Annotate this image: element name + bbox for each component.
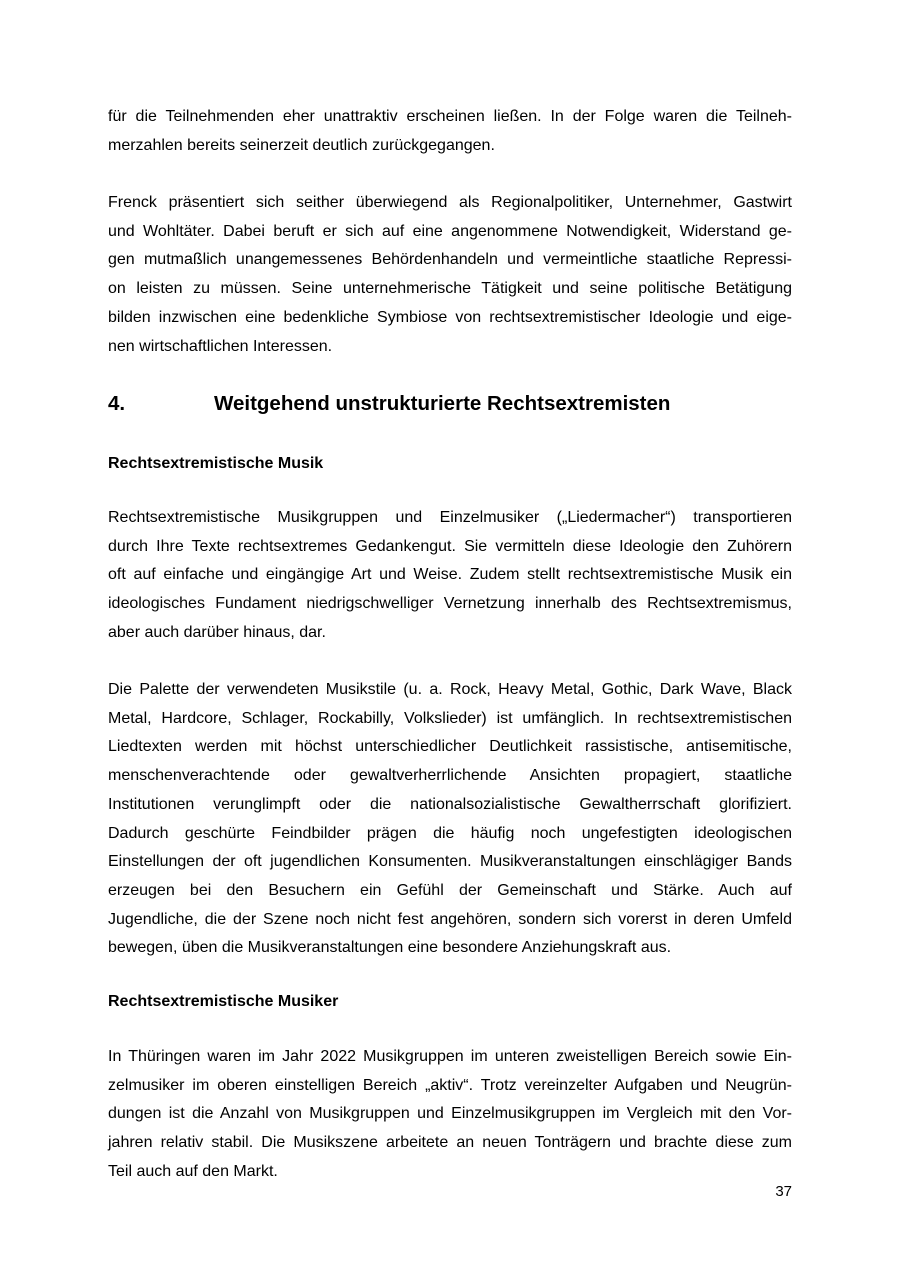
text-line: und Wohltäter. Dabei beruft er sich auf eine angenommene Notwendigkeit, Widerstand ge- [108,222,792,240]
subheading-musicians: Rechtsextremistische Musiker [108,993,339,1010]
text-line: merzahlen bereits seinerzeit deutlich zurückgegangen. [108,136,495,154]
section-title: Weitgehend unstrukturierte Rechtsextremisten [214,392,671,415]
text-line: In Thüringen waren im Jahr 2022 Musikgruppen im unteren zweistelligen Bereich sowie Ein- [108,1048,792,1065]
text-line: Teil auch auf den Markt. [108,1162,278,1180]
text-line: jahren relativ stabil. Die Musikszene arbeitete an neuen Tonträgern und brachte diese zum [108,1134,792,1152]
paragraph-thuringia-musicians [108,1043,792,1187]
text-line: Liedtexten werden mit höchst unterschiedlicher Deutlichkeit rassistische, antisemitische, [108,738,792,756]
text-line: aber auch darüber hinaus, dar. [108,623,326,641]
text-line: Metal, Hardcore, Schlager, Rockabilly, Volkslieder) ist umfänglich. In rechtsextremistischen [108,709,792,727]
text-line: Einstellungen der oft jugendlichen Konsumenten. Musikveranstaltungen einschlägiger Bands [108,853,792,871]
paragraph-frenck [108,189,792,361]
text-line: durch Ihre Texte rechtsextremes Gedankengut. Sie vermitteln diese Ideologie den Zuhörern [108,537,792,555]
text-line: für die Teilnehmenden eher unattraktiv erscheinen ließen. In der Folge waren die Teilneh- [108,108,792,125]
text-line: dungen ist die Anzahl von Musikgruppen und Einzelmusikgruppen im Vergleich mit den Vor- [108,1105,792,1123]
section-number: 4. [108,392,126,415]
text-line: bilden inzwischen eine bedenkliche Symbiose von rechtsextremistischer Ideologie und eige- [108,308,792,326]
text-line: Institutionen verunglimpft oder die nationalsozialistische Gewaltherrschaft glorifiziert. [108,795,792,813]
text-line: ideologisches Fundament niedrigschwelliger Vernetzung innerhalb des Rechtsextremismus, [108,595,792,613]
text-line: Frenck präsentiert sich seither überwiegend als Regionalpolitiker, Unternehmer, Gastwirt [108,194,792,211]
section-heading [108,390,792,418]
text-line: on leisten zu müssen. Seine unternehmerische Tätigkeit und seine politische Betätigung [108,280,792,298]
text-line: nen wirtschaftlichen Interessen. [108,337,333,355]
text-line: Jugendliche, die der Szene noch nicht fest angehören, sondern sich vorerst in deren Umfeld [108,910,792,928]
page-number: 37 [775,1183,792,1200]
text-line: gen mutmaßlich unangemessenes Behördenhandeln und vermeintliche staatliche Repressi- [108,251,792,269]
text-line: zelmusiker im oberen einstelligen Bereich „aktiv“. Trotz vereinzelter Aufgaben und Neugrün- [108,1076,792,1094]
text-line: erzeugen bei den Besuchern ein Gefühl der Gemeinschaft und Stärke. Auch auf [108,881,792,899]
text-line: Rechtsextremistische Musikgruppen und Einzelmusiker („Liedermacher“) transportieren [108,509,792,526]
paragraph-intro-continuation [108,103,792,160]
text-line: Die Palette der verwendeten Musikstile (u. a. Rock, Heavy Metal, Gothic, Dark Wave, Black [108,681,792,698]
text-line: menschenverachtende oder gewaltverherrlichende Ansichten propagiert, staatliche [108,767,792,785]
text-line: Dadurch geschürte Feindbilder prägen die häufig noch ungefestigten ideologischen [108,824,792,842]
paragraph-music-styles [108,676,792,963]
text-line: oft auf einfache und eingängige Art und Weise. Zudem stellt rechtsextremistische Musik ein [108,566,792,584]
paragraph-music-groups [108,504,792,648]
subheading-music: Rechtsextremistische Musik [108,455,324,472]
text-line: bewegen, üben die Musikveranstaltungen eine besondere Anziehungskraft aus. [108,939,672,957]
